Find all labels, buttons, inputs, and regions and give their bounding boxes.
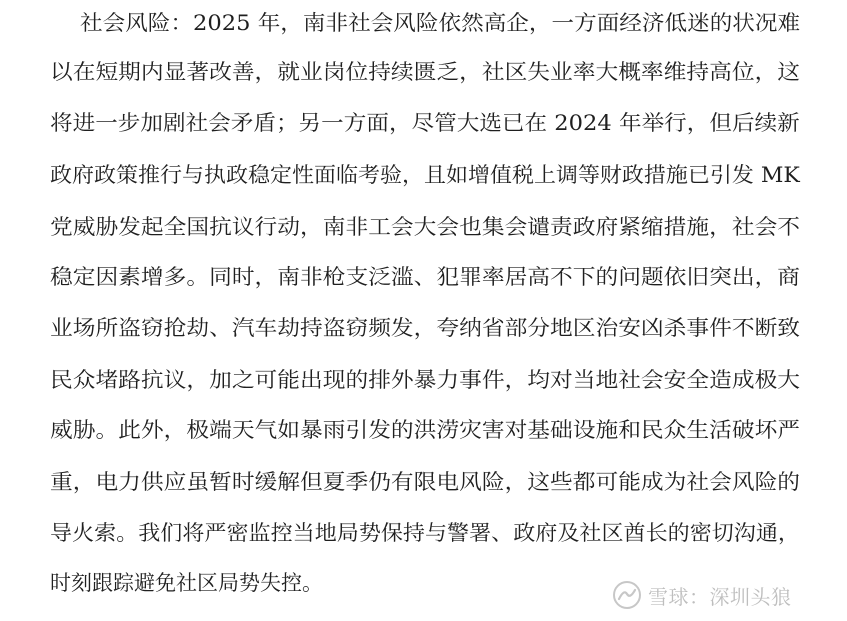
paragraph-line-9: 威胁。此外，极端天气如暴雨引发的洪涝灾害对基础设施和民众生活破坏严 — [50, 418, 801, 442]
paragraph-line-11: 导火索。我们将严密监控当地局势保持与警署、政府及社区酋长的密切沟通， — [50, 521, 800, 545]
paragraph-line-8: 民众堵路抗议，加之可能出现的排外暴力事件，均对当地社会安全造成极大 — [50, 368, 801, 392]
paragraph-line-5: 党威胁发起全国抗议行动，南非工会大会也集会谴责政府紧缩措施，社会不 — [50, 215, 801, 239]
paragraph-line-3: 将进一步加剧社会矛盾；另一方面，尽管大选已在 2024 年举行，但后续新 — [50, 111, 800, 135]
paragraph-line-10: 重，电力供应虽暂时缓解但夏季仍有限电风险，这些都可能成为社会风险的 — [50, 470, 801, 494]
paragraph-line-12: 时刻跟踪避免社区局势失控。 — [50, 571, 323, 595]
paragraph-line-4: 政府政策推行与执政稳定性面临考验，且如增值税上调等财政措施已引发 MK — [50, 163, 800, 187]
paragraph-line-6: 稳定因素增多。同时，南非枪支泛滥、犯罪率居高不下的问题依旧突出，商 — [50, 265, 801, 289]
xueqiu-logo-icon — [612, 580, 642, 610]
watermark-text: 雪球：深圳头狼 — [648, 584, 792, 609]
paragraph-line-1: 社会风险：2025 年，南非社会风险依然高企，一方面经济低迷的状况难 — [80, 11, 801, 35]
watermark — [612, 580, 792, 610]
paragraph-line-2: 以在短期内显著改善，就业岗位持续匮乏，社区失业率大概率维持高位，这 — [50, 60, 801, 84]
paragraph-line-7: 业场所盗窃抢劫、汽车劫持盗窃频发，夸纳省部分地区治安凶杀事件不断致 — [50, 316, 801, 340]
